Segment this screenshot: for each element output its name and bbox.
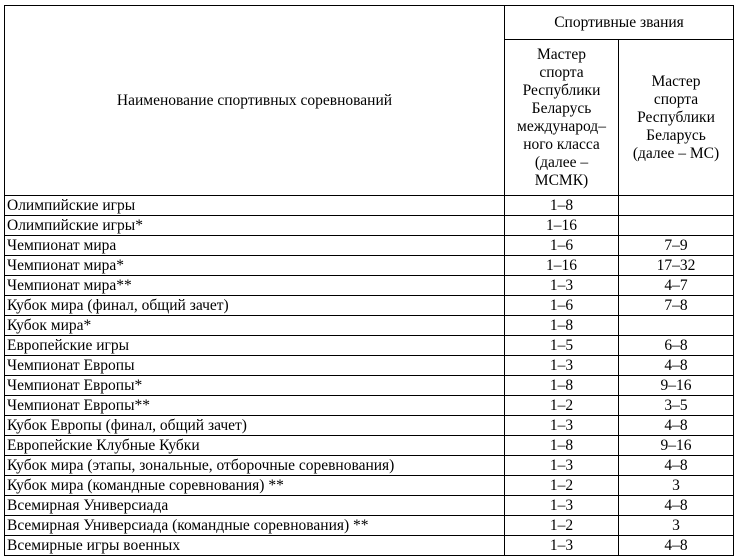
- msmk-places: 1–2: [505, 516, 619, 536]
- ms-places: 7–9: [619, 236, 734, 256]
- msmk-places: 1–3: [505, 416, 619, 436]
- msmk-places: 1–8: [505, 376, 619, 396]
- ms-places: 17–32: [619, 256, 734, 276]
- header-msmk-line: (далее –: [534, 153, 589, 171]
- competition-name: Чемпионат мира*: [5, 256, 505, 276]
- table-row: [5, 516, 734, 536]
- msmk-places: 1–3: [505, 356, 619, 376]
- ms-places: 4–8: [619, 536, 734, 556]
- ms-places: [619, 216, 734, 236]
- table-row: [5, 436, 734, 456]
- msmk-places: 1–3: [505, 456, 619, 476]
- table-row: [5, 336, 734, 356]
- header-msmk-line: Республики: [522, 81, 601, 99]
- msmk-places: 1–8: [505, 196, 619, 216]
- table-row: [5, 496, 734, 516]
- header-competition-name: Наименование спортивных соревнований: [5, 6, 505, 196]
- competition-name: Кубок мира (финал, общий зачет): [5, 296, 505, 316]
- competition-name: Чемпионат Европы*: [5, 376, 505, 396]
- competition-name: Олимпийские игры: [5, 196, 505, 216]
- header-msmk-line: Беларусь: [531, 99, 592, 117]
- competition-name: Кубок мира*: [5, 316, 505, 336]
- header-msmk-line: Мастер: [537, 45, 586, 63]
- competition-name: Всемирные игры военных: [5, 536, 505, 556]
- table-row: [5, 376, 734, 396]
- table-row: [5, 476, 734, 496]
- ms-places: 4–8: [619, 356, 734, 376]
- header-msmk-line: ного класса: [523, 135, 600, 153]
- header-ms-line: Беларусь: [646, 126, 706, 144]
- header-ms-line: Республики: [637, 108, 715, 126]
- header-ms-line: (далее – МС): [632, 144, 720, 162]
- ms-places: 4–7: [619, 276, 734, 296]
- ms-places: 4–8: [619, 416, 734, 436]
- competition-name: Олимпийские игры*: [5, 216, 505, 236]
- table-row: [5, 256, 734, 276]
- ms-places: 4–8: [619, 496, 734, 516]
- competition-name: Кубок Европы (финал, общий зачет): [5, 416, 505, 436]
- msmk-places: 1–8: [505, 316, 619, 336]
- table-row: [5, 276, 734, 296]
- header-msmk-line: международ–: [517, 117, 606, 135]
- table-row: [5, 396, 734, 416]
- competition-name: Кубок мира (командные соревнования) **: [5, 476, 505, 496]
- msmk-places: 1–16: [505, 256, 619, 276]
- competition-name: Всемирная Универсиада (командные соревнования) **: [5, 516, 505, 536]
- table-row: [5, 216, 734, 236]
- ms-places: 3: [619, 476, 734, 496]
- ms-places: [619, 196, 734, 216]
- msmk-places: 1–6: [505, 296, 619, 316]
- table-row: [5, 196, 734, 216]
- ms-places: 3: [619, 516, 734, 536]
- competition-name: Чемпионат Европы: [5, 356, 505, 376]
- table-row: [5, 416, 734, 436]
- header-ms-line: Мастер: [651, 72, 701, 90]
- msmk-places: 1–2: [505, 476, 619, 496]
- competition-name: Кубок мира (этапы, зональные, отборочные соревнования): [5, 456, 505, 476]
- header-msmk: [505, 40, 619, 196]
- header-sport-ranks: Спортивные звания: [505, 6, 734, 40]
- competition-name: Чемпионат Европы**: [5, 396, 505, 416]
- table-row: [5, 456, 734, 476]
- msmk-places: 1–5: [505, 336, 619, 356]
- competition-name: Чемпионат мира: [5, 236, 505, 256]
- ms-places: [619, 316, 734, 336]
- ms-places: 9–16: [619, 436, 734, 456]
- msmk-places: 1–3: [505, 276, 619, 296]
- table-row: [5, 356, 734, 376]
- msmk-places: 1–3: [505, 536, 619, 556]
- ms-places: 7–8: [619, 296, 734, 316]
- msmk-places: 1–2: [505, 396, 619, 416]
- ms-places: 4–8: [619, 456, 734, 476]
- header-ms-line: спорта: [653, 90, 699, 108]
- msmk-places: 1–3: [505, 496, 619, 516]
- header-msmk-line: МСМК): [534, 171, 589, 189]
- ms-places: 6–8: [619, 336, 734, 356]
- ms-places: 9–16: [619, 376, 734, 396]
- table-row: [5, 296, 734, 316]
- header-ms: [619, 40, 734, 196]
- ms-places: 3–5: [619, 396, 734, 416]
- competition-name: Чемпионат мира**: [5, 276, 505, 296]
- competition-name: Всемирная Универсиада: [5, 496, 505, 516]
- table-row: [5, 236, 734, 256]
- table-row: [5, 316, 734, 336]
- msmk-places: 1–16: [505, 216, 619, 236]
- msmk-places: 1–8: [505, 436, 619, 456]
- header-msmk-line: спорта: [539, 63, 584, 81]
- competition-name: Европейские Клубные Кубки: [5, 436, 505, 456]
- msmk-places: 1–6: [505, 236, 619, 256]
- sport-ranks-table: [4, 5, 734, 556]
- table-row: [5, 536, 734, 556]
- competition-name: Европейские игры: [5, 336, 505, 356]
